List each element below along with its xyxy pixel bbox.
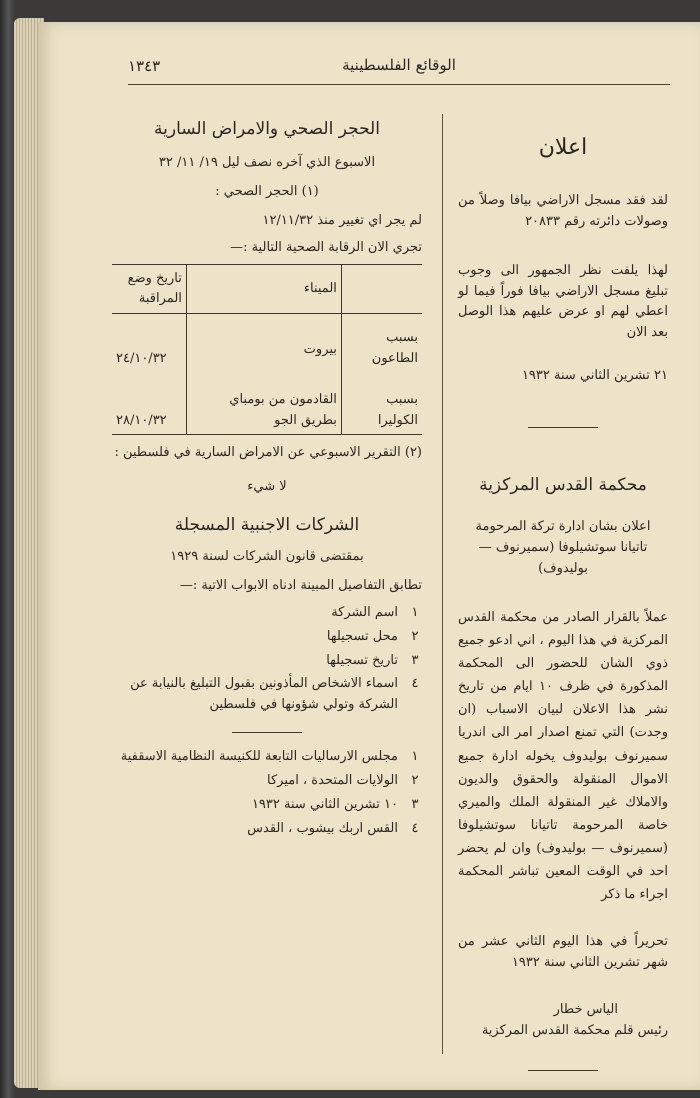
quarantine-title: الحجر الصحي والامراض السارية	[154, 119, 380, 139]
item-number: ٣	[411, 797, 419, 813]
item-text: الولايات المتحدة ، اميركا	[267, 773, 398, 789]
nothing-line: لا شيء	[247, 479, 287, 495]
list-item	[112, 771, 422, 792]
item-number: ١	[411, 749, 419, 765]
list-item	[112, 747, 422, 768]
item-text: اسم الشركة	[331, 604, 398, 620]
item-text: ١٠ تشرين الثاني سنة ١٩٣٢	[251, 797, 398, 813]
written-date: تحريراً في هذا اليوم الثاني عشر من شهر تشرين الثاني سنة ١٩٣٢	[458, 934, 668, 971]
row-port: بيروت	[186, 314, 341, 372]
gazette-page	[38, 22, 700, 1090]
companies-title: الشركات الاجنبية المسجلة	[174, 515, 360, 536]
item-text: القس اربك بيشوب ، القدس	[247, 820, 398, 836]
item-text: اسماء الاشخاص المأذونين بقبول التبليغ بالنيابة عن الشركة وتولي شؤونها في فلسطين	[130, 676, 398, 713]
list-item	[112, 627, 422, 648]
column-divider	[442, 114, 443, 1054]
date-header: تاريخ وضع المراقبة	[112, 265, 186, 314]
table-row	[112, 372, 422, 434]
row-reason: بسبب الكوليرا	[341, 372, 422, 434]
entries-list	[112, 747, 422, 839]
list-item	[112, 795, 422, 816]
page-number: ١٣٤٣	[128, 57, 161, 75]
section1-title: (١) الحجر الصحي :	[215, 183, 319, 199]
lost-receipt-paragraph: لقد فقد مسجل الاراضي بيافا وصلاً من وصولات دائرته رقم ٢٠٨٣٣	[458, 193, 668, 229]
companies-rule	[232, 732, 302, 734]
reason-header	[341, 265, 422, 314]
row-port: القادمون من بومباي بطريق الجو	[186, 372, 341, 434]
section2-title: (٢) التقرير الاسبوعي عن الامراض السارية في فلسطين :	[114, 444, 422, 460]
end-rule	[528, 1070, 598, 1072]
list-item	[112, 603, 422, 624]
item-number: ١	[411, 604, 419, 620]
week-line: الاسبوع الذي آخره نصف ليل ١٩/ ١١/ ٣٢	[158, 155, 376, 171]
table-row	[112, 314, 422, 372]
item-number: ٢	[411, 628, 419, 644]
item-text: محل تسجيلها	[326, 628, 398, 644]
right-column	[458, 102, 668, 1071]
item-number: ٣	[411, 652, 419, 668]
estate-line-1: اعلان بشان ادارة تركة المرحومة	[475, 519, 651, 535]
row-date: ٢٨/١٠/٣٢	[112, 372, 186, 434]
item-text: تاريخ تسجيلها	[326, 652, 398, 668]
appeal-paragraph: لهذا يلفت نظر الجمهور الى وجوب تبليغ مسجل الاراضي بيافا فوراً فيما لو اعطي لهم او عرض عليهم هذا الوصل بعد الان	[458, 262, 668, 341]
port-header: الميناء	[186, 265, 341, 314]
item-text: مجلس الارساليات التابعة للكنيسة النظامية الاسقفية	[120, 749, 398, 765]
court-title: محكمة القدس المركزية	[479, 475, 647, 496]
quarantine-table	[112, 264, 422, 434]
signatory-title: رئيس قلم محكمة القدس المركزية	[481, 1022, 668, 1038]
list-item	[112, 651, 422, 672]
current-measures: تجري الان الرقابة الصحية التالية :—	[230, 239, 422, 255]
fields-list	[112, 603, 422, 716]
gazette-title: الوقائع الفلسطينية	[342, 56, 456, 74]
list-item	[112, 674, 422, 716]
row-date: ٢٤/١٠/٣٢	[116, 351, 167, 367]
estate-line-2: تاتيانا سوتشيلوفا (سميرنوف — بوليدوف)	[478, 540, 648, 577]
book-binding	[0, 0, 14, 1098]
page-header	[128, 56, 670, 85]
details-intro: تطابق التفاصيل المبينة ادناه الابواب الاتية :—	[179, 578, 422, 594]
signatory-name: الياس خطار	[553, 1002, 618, 1018]
companies-subtitle: بمقتضى قانون الشركات لسنة ١٩٢٩	[170, 549, 364, 565]
no-change-line: لم يجر اي تغيير منذ ١٢/١١/٣٢	[262, 212, 422, 228]
section-rule	[528, 427, 598, 429]
item-number: ٤	[411, 820, 419, 836]
court-notice-body: عملاً بالقرار الصادر من محكمة القدس المركزية في هذا اليوم ، اني ادعو جميع ذوي الشان للحضور الى المحكمة المذكورة في ظرف ١٠ ايام من تاريخ نشر هذا الاعلان لبيان الاسباب (ان وجدت) التي تمنع اصدار امر الى اندريا سميرنوف بوليدوف يخوله ادارة جميع الاموال المنقولة والحقوق والديون والاملاك غير المنقولة الملك والميري خاصة المرحومة تاتيانا سوتشيلوفا (سميرنوف — بوليدوف) وان لم يحضر احد في الوقت المعين تباشر المحكمة اجراء ما ذكر	[458, 609, 668, 903]
row-reason: بسبب الطاعون	[371, 330, 418, 367]
item-number: ٤	[411, 676, 419, 692]
list-item	[112, 819, 422, 840]
item-number: ٢	[411, 773, 419, 789]
left-column	[112, 102, 422, 843]
notice-date: ٢١ تشرين الثاني سنة ١٩٣٢	[521, 367, 668, 383]
notice-title: اعلان	[538, 135, 588, 160]
